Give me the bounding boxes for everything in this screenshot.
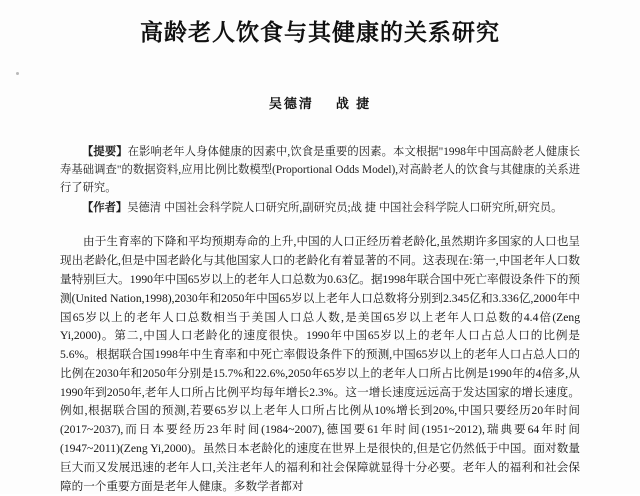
author-second: 战 捷 [335, 96, 372, 111]
author-first: 吴德清 [268, 96, 314, 111]
abstract-section [60, 144, 580, 217]
abstract-label: 【提要】 [82, 146, 128, 158]
abstract-text: 在影响老年人身体健康的因素中,饮食是重要的因素。本文根据"1998年中国高龄老人健康长寿基础调查"的数据资料,应用比例比数模型(Proportional Odds Model),对高龄老人的饮食与其健康的关系进行了研究。 [60, 146, 580, 194]
author-note-label: 【作者】 [82, 201, 128, 214]
abstract-paragraph [60, 144, 580, 198]
page-speck [16, 72, 19, 75]
paper-content [60, 0, 580, 494]
author-note-text: 吴德清 中国社会科学院人口研究所,副研究员;战 捷 中国社会科学院人口研究所,研究员。 [127, 201, 563, 214]
page-title: 高龄老人饮食与其健康的关系研究 [140, 20, 500, 45]
body-paragraph-1: 由于生育率的下降和平均预期寿命的上升,中国的人口正经历着老龄化,虽然期许多国家的人口也呈现出老龄化,但是中国老龄化与其他国家人口的老龄化有着显著的不同。这表现在:第一,中国老年人口数量特别巨大。1990年中国65岁以上的老年人口总数为0.63亿。据1998年联合国中死亡率假设条件下的预测(United Nation,1998),2030年和2050年中国65岁以上老年人口总数将分别到2.345亿和3.336亿,2000年中国65岁以上的老年人口总数相当于美国人口总人数,是美国65岁以上老年人口总数的4.4倍(Zeng Yi,2000)。第二,中国人口老龄化的速度很快。1990年中国65岁以上的老年人口占总人口的比例是5.6%。根据联合国1998年中生育率和中死亡率假设条件下的预测,中国65岁以上的老年人口占总人口的比例在2030年和2050年分别是15.7%和22.6%,2050年65岁以上的老年人口所占比例是1990年的4倍多,从1990年到2050年,老年人口所占比例平均每年增长2.3%。这一增长速度远远高于发达国家的增长速度。例如,根据联合国的预测,若要65岁以上老年人口所占比例从10%增长到20%,中国只要经历20年时间(2017~2037),而日本要经历23年时间(1984~2007),德国要61年时间(1951~2012),瑞典要64年时间(1947~2011)(Zeng Yi,2000)。虽然日本老龄化的速度在世界上是很快的,但是它仍然低于中国。面对数量巨大而又发展迅速的老年人口,关注老年人的福利和社会保障就显得十分必要。老年人的福利和社会保障的一个重要方面是老年人健康。多数学者都对 [60, 235, 580, 493]
author-line [60, 93, 580, 112]
author-note-paragraph [60, 200, 580, 218]
body-section [60, 233, 580, 496]
